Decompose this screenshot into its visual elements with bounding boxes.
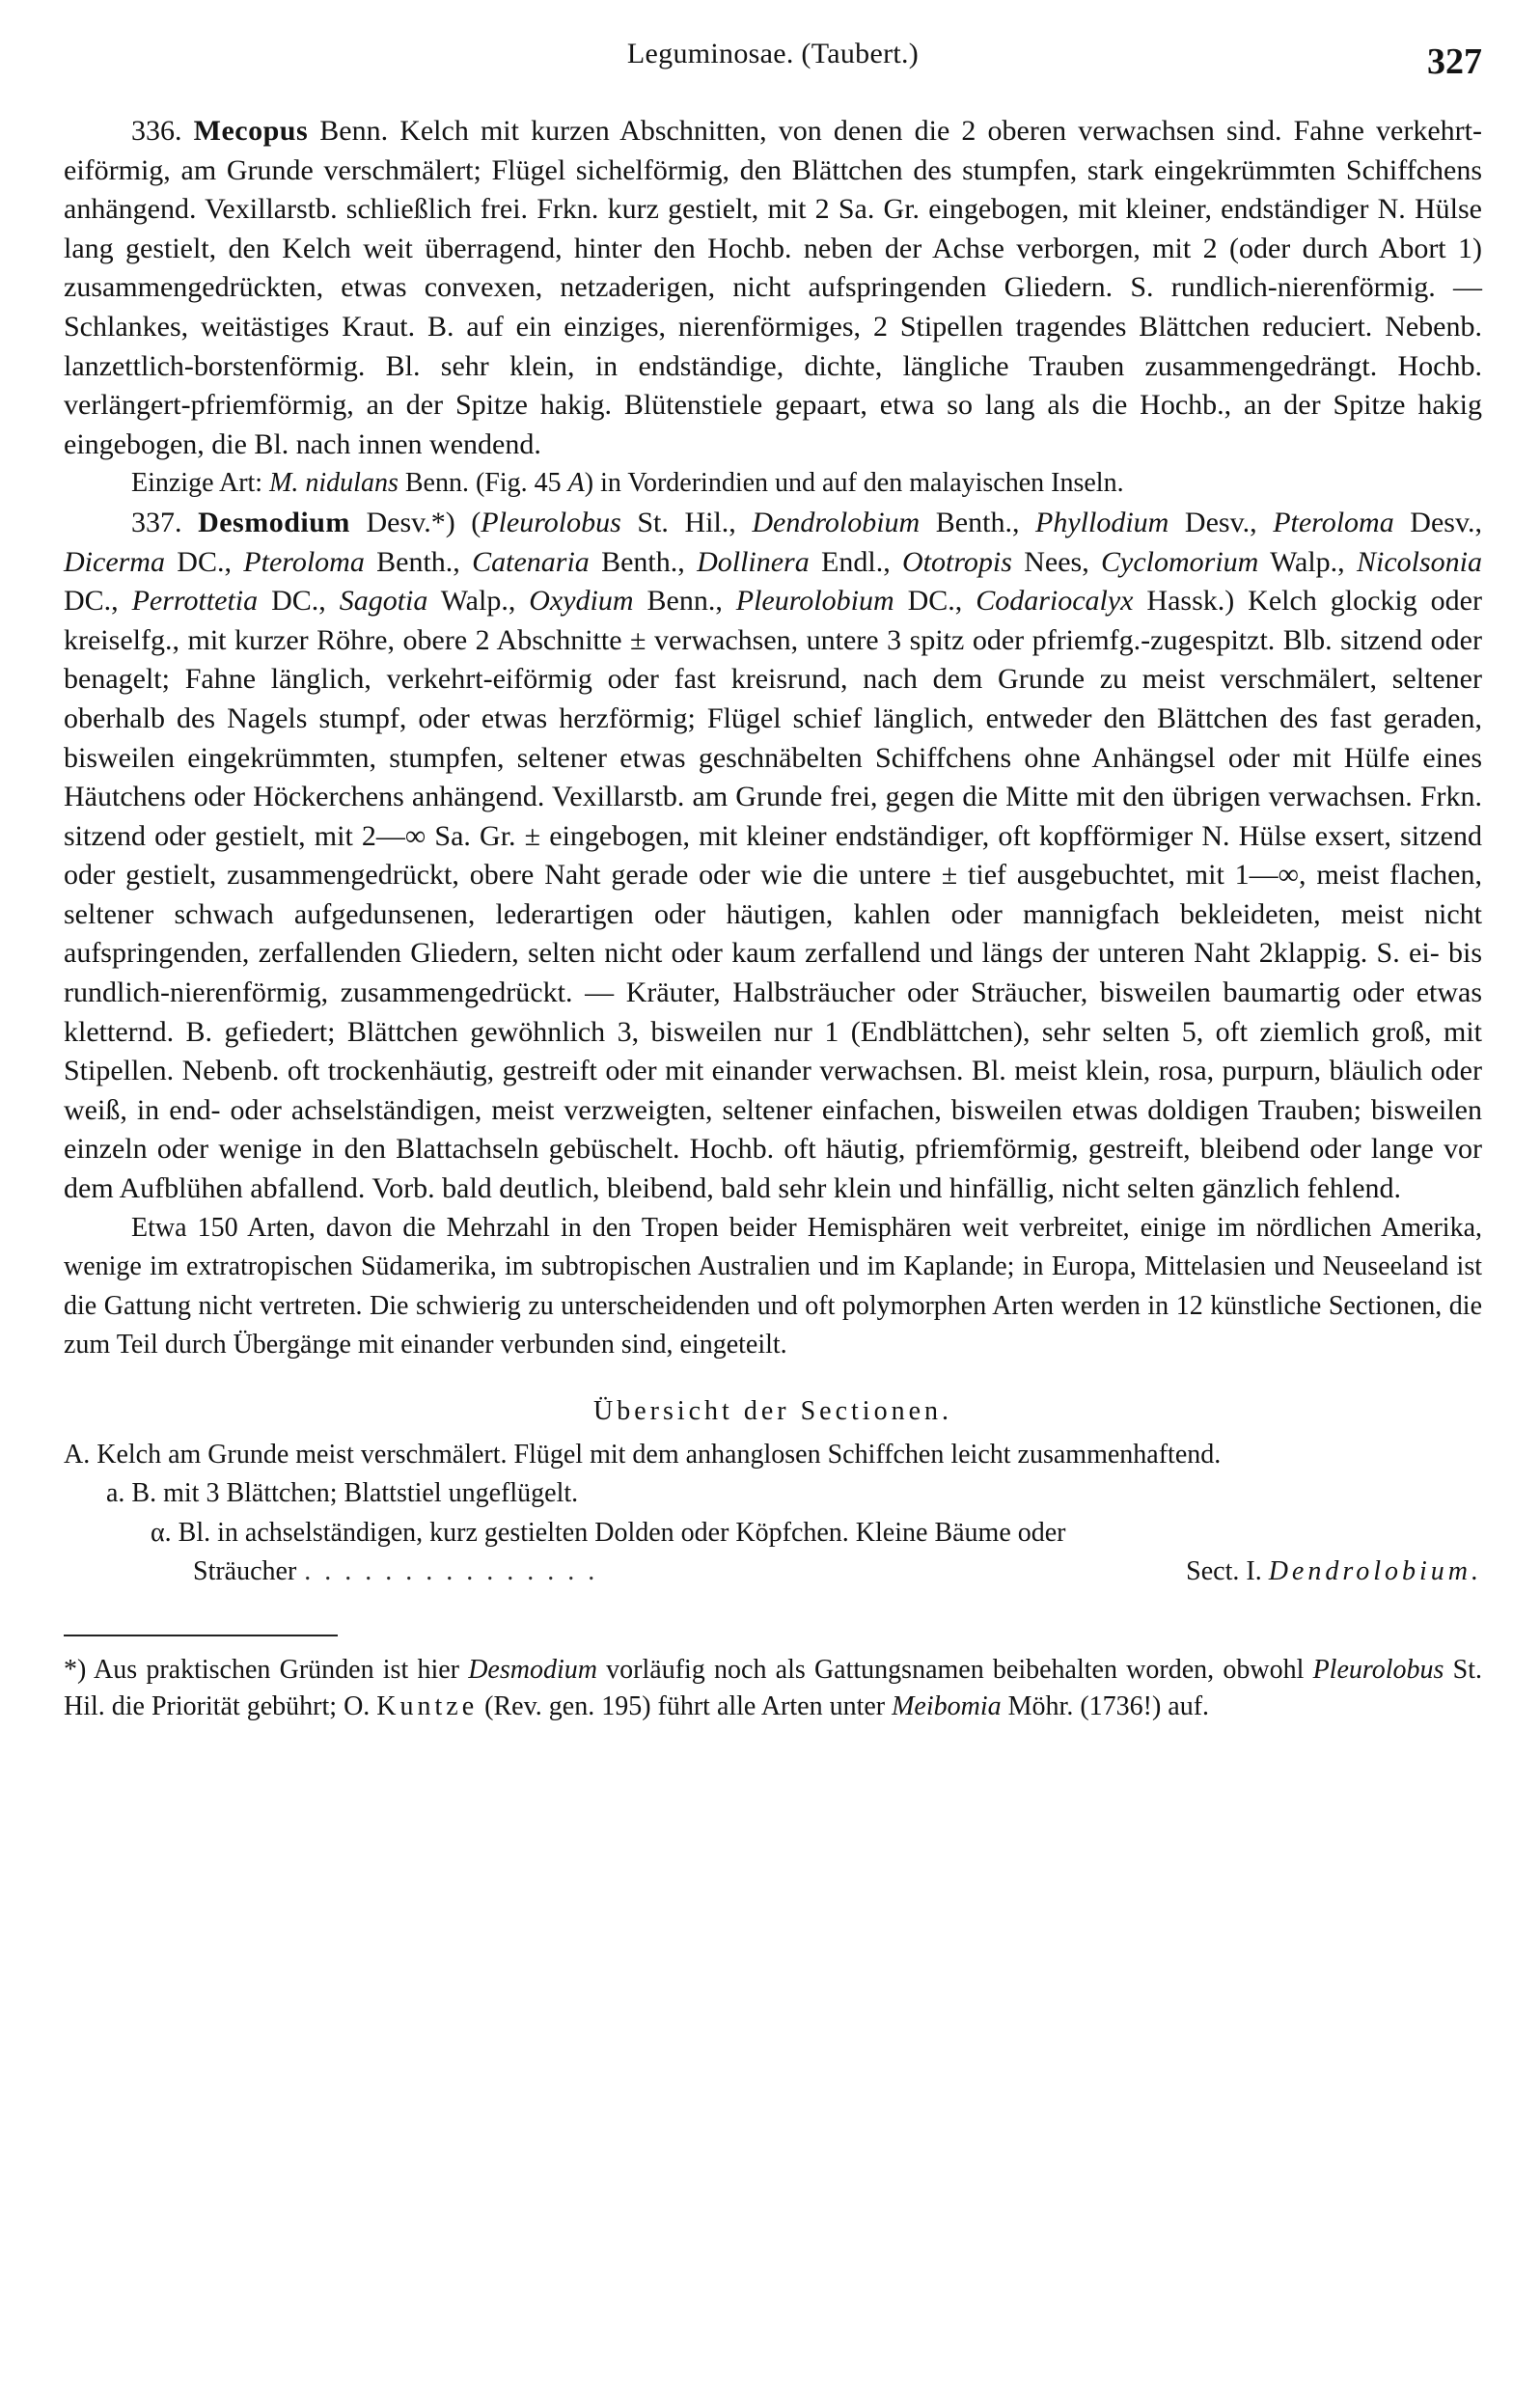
species-note: Einzige Art: M. nidulans Benn. (Fig. 45 A) in Vorderindien und auf den malayischen Inseln. (131, 468, 1124, 499)
section-reference: Sect. I. Dendrolobium. (1186, 1556, 1482, 1587)
distribution-paragraph: Etwa 150 Arten, davon die Mehrzahl in den Tropen beider Hemisphären weit verbreitet, einige im nördlichen Amerika, wenige im extratropischen Südamerika, im subtropischen Australien und im Kaplande; in Europa, Mittelasien und Neuseeland ist die Gattung nicht vertreten. Die schwierig zu unterscheidenden und oft polymorphen Arten werden in 12 künstliche Sectionen, die zum Teil durch Übergänge mit einander verbunden sind, eingeteilt. (64, 1212, 1482, 1360)
key-item-A: A. Kelch am Grunde meist verschmälert. Flügel mit dem anhanglosen Schiffchen leicht zusammenhaftend. (64, 1439, 1222, 1470)
footnote: *) Aus praktischen Gründen ist hier Desmodium vorläufig noch als Gattungsnamen beibehalten worden, obwohl Pleurolobus St. Hil. die Priorität gebührt; O. Kuntze (Rev. gen. 195) führt alle Arten unter Meibomia Möhr. (1736!) auf. (64, 1654, 1482, 1721)
key-item-a: a. B. mit 3 Blättchen; Blattstiel ungeflügelt. (106, 1478, 579, 1509)
genus-name: Desmodium (198, 506, 350, 538)
genus-337-paragraph: 337. Desmodium Desv.*) (Pleurolobus St. Hil., Dendrolobium Benth., Phyllodium Desv., Pterolomа Desv., Dicerma DC., Pteroloma Benth., Catenaria Benth., Dollinera Endl., Ototropis Nees, Cyclomorium Walp., Nicolsonia DC., Perrottetia DC., Sagotia Walp., Oxydium Benn., Pleurolobium DC., Codariocalyx Hassk.) Kelch glockig oder kreiselfg., mit kurzer Röhre, obere 2 Abschnitte ± verwachsen, untere 3 spitz oder pfriemfg.-zugespitzt. Blb. sitzend oder benagelt; Fahne länglich, verkehrt-eiförmig oder fast kreisrund, nach dem Grunde zu meist verschmälert, seltener oberhalb des Nagels stumpf, oder etwas herzförmig; Flügel schief länglich, entweder den Blättchen des fast geraden, bisweilen eingekrümmten, stumpfen, seltener etwas geschnäbelten Schiffchens ohne Anhängsel oder mit Hülfe eines Häutchens oder Höckerchens anhängend. Vexillarstb. am Grunde frei, gegen die Mitte mit den übrigen verwachsen. Frkn. sitzend oder gestielt, mit 2—∞ Sa. Gr. ± eingebogen, mit kleiner endständiger, oft kopfförmiger N. Hülse exsert, sitzend oder gestielt, zusammengedrückt, obere Naht gerade oder wie die untere ± tief ausgebuchtet, mit 1—∞, meist flachen, seltener schwach aufgedunsenen, lederartigen oder häutigen, kahlen oder mannigfach bekleideten, meist nicht aufspringenden, zerfallenden Gliedern, selten nicht oder kaum zerfallend und längs der unteren Naht 2klappig. S. ei- bis rundlich-nierenförmig, zusammengedrückt. — Kräuter, Halbsträucher oder Sträucher, bisweilen baumartig oder etwas kletternd. B. gefiedert; Blättchen gewöhnlich 3, bisweilen nur 1 (Endblättchen), sehr selten 5, oft ziemlich groß, mit Stipellen. Nebenb. oft trockenhäutig, gestreift oder mit einander verwachsen. Bl. meist klein, rosa, purpurn, bläulich oder weiß, in end- oder achselständigen, meist verzweigten, seltener einfachen, bisweilen etwas doldigen Trauben; bisweilen einzeln oder wenige in den Blattachseln gebüschelt. Hochb. oft häutig, pfriemförmig, gestreift, bleibend oder lange vor dem Aufblühen abfallend. Vorb. bald deutlich, bleibend, bald sehr klein und hinfällig, nicht selten gänzlich fehlend. (64, 506, 1483, 1205)
running-head (64, 29, 1482, 82)
running-title: Leguminosae. (Taubert.) (626, 38, 920, 69)
dot-leader: ............... (304, 1556, 609, 1587)
genus-description: Hassk.) Kelch glockig oder kreiselfg., mit kurzer Röhre, obere 2 Abschnitte ± verwachsen, untere 3 spitz oder pfriemfg.-zugespitzt. Blb. sitzend oder benagelt; Fahne länglich, verkehrt-eiförmig oder fast kreisrund, nach dem Grunde zu meist verschmälert, seltener oberhalb des Nagels stumpf, oder etwas herzförmig; Flügel schief länglich, entweder den Blättchen des fast geraden, bisweilen eingekrümmten, stumpfen, seltener etwas geschnäbelten Schiffchens ohne Anhängsel oder mit Hülfe eines Häutchens oder Höckerchens anhängend. Vexillarstb. am Grunde frei, gegen die Mitte mit den übrigen verwachsen. Frkn. sitzend oder gestielt, mit 2—∞ Sa. Gr. ± eingebogen, mit kleiner endständiger, oft kopfförmiger N. Hülse exsert, sitzend oder gestielt, zusammengedrückt, obere Naht gerade oder wie die untere ± tief ausgebuchtet, mit 1—∞, meist flachen, seltener schwach aufgedunsenen, lederartigen oder häutigen, kahlen oder mannigfach bekleideten, meist nicht aufspringenden, zerfallenden Gliedern, selten nicht oder kaum zerfallend und längs der unteren Naht 2klappig. S. ei- bis rundlich-nierenförmig, zusammengedrückt. — Kräuter, Halbsträucher oder Sträucher, bisweilen baumartig oder etwas kletternd. B. gefiedert; Blättchen gewöhnlich 3, bisweilen nur 1 (Endblättchen), sehr selten 5, oft ziemlich groß, mit Stipellen. Nebenb. oft trockenhäutig, gestreift oder mit einander verwachsen. Bl. meist klein, rosa, purpurn, bläulich oder weiß, in end- oder achselständigen, meist verzweigten, seltener einfachen, bisweilen etwas doldigen Trauben; bisweilen einzeln oder wenige in den Blattachseln gebüschelt. Hochb. oft häutig, pfriemförmig, gestreift, bleibend oder lange vor dem Aufblühen abfallend. Vorb. bald deutlich, bleibend, bald sehr klein und hinfällig, nicht selten gänzlich fehlend. (64, 585, 1482, 1205)
page-number: 327 (1427, 41, 1482, 82)
section-name: Dendrolobium. (1268, 1556, 1482, 1587)
genus-number: 337. (131, 506, 182, 538)
key-item-alpha-result (64, 1553, 1482, 1592)
key-item-alpha: α. Bl. in achselständigen, kurz gestielten Dolden oder Köpfchen. Kleine Bäume oder (151, 1517, 1066, 1548)
genus-name: Mecopus (193, 115, 309, 147)
sections-heading: Übersicht der Sectionen. (592, 1396, 953, 1426)
species-name: M. nidulans (269, 468, 399, 499)
genus-number: 336. (131, 115, 182, 147)
key-item-continuation: Sträucher (193, 1556, 297, 1587)
genus-336-paragraph (64, 112, 1482, 464)
footnote-divider (64, 1635, 338, 1636)
genus-description: Benn. Kelch mit kurzen Abschnitten, von denen die 2 oberen verwachsen sind. Fahne verkehrt-eiförmig, am Grunde verschmälert; Flügel sichelförmig, den Blättchen des stumpfen, stark eingekrümmten Schiffchens anhängend. Vexillarstb. schließlich frei. Frkn. kurz gestielt, mit 2 Sa. Gr. eingebogen, mit kleiner, endständiger N. Hülse lang gestielt, den Kelch weit überragend, hinter den Hochb. neben der Achse verborgen, mit 2 (oder durch Abort 1) zusammengedrückten, etwas convexen, netzaderigen, nicht aufspringenden Gliedern. S. rundlich-nierenförmig. — Schlankes, weitästiges Kraut. B. auf ein einziges, nierenförmiges, 2 Stipellen tragendes Blättchen reduciert. Nebenb. lanzettlich-borstenförmig. Bl. sehr klein, in endständige, dichte, längliche Trauben zusammengedrängt. Hochb. verlängert-pfriemförmig, an der Spitze hakig. Blütenstiele gepaart, etwa so lang als die Hochb., an der Spitze hakig eingebogen, die Bl. nach innen wendend. (64, 115, 1482, 460)
